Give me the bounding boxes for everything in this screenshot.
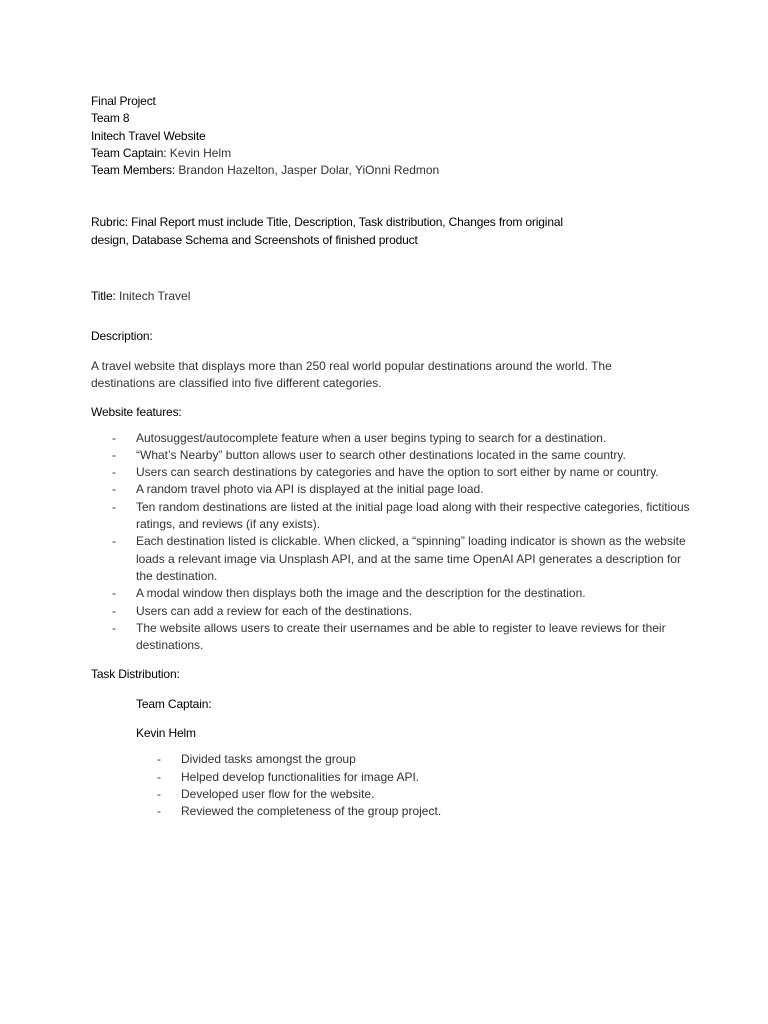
title-value: Initech Travel xyxy=(115,289,191,304)
team-captain-line xyxy=(91,145,691,162)
team-members-value: Brandon Hazelton, Jasper Dolar, YiOnni Redmon xyxy=(175,163,440,178)
title-label: Title: xyxy=(91,289,116,304)
team-members-line xyxy=(91,162,691,179)
features-list xyxy=(91,430,691,655)
list-item: - A random travel photo via API is displayed at the initial page load. xyxy=(91,481,691,498)
list-item: - A modal window then displays both the image and the description for the destination. xyxy=(91,585,691,602)
heading-team: Team 8 xyxy=(91,111,130,126)
team-members-label: Team Members: xyxy=(91,163,176,178)
rubric-line-1: Rubric: Final Report must include Title, Description, Task distribution, Changes from original xyxy=(91,215,563,230)
description-text: A travel website that displays more than 250 real world popular destinations around the world. The destinations are classified into five different categories. xyxy=(91,358,612,390)
heading-final-project: Final Project xyxy=(91,94,156,108)
document-content xyxy=(91,93,691,821)
task-member-name: Kevin Helm xyxy=(136,726,196,741)
heading-project-name: Initech Travel Website xyxy=(91,128,206,143)
title-line xyxy=(91,288,691,305)
team-captain-label: Team Captain: xyxy=(91,145,167,160)
list-item: - Users can search destinations by categories and have the option to sort either by name or country. xyxy=(91,464,691,481)
list-item: - Ten random destinations are listed at the initial page load along with their respective categories, fictitious ratings, and reviews (if any exists). xyxy=(91,499,691,534)
task-distribution-heading: Task Distribution: xyxy=(91,667,180,682)
task-role-heading: Team Captain: xyxy=(136,696,212,711)
list-item: - Each destination listed is clickable. When clicked, a “spinning” loading indicator is shown as the website loads a relevant image via Unsplash API, and at the same time OpenAI API generates a description for the destination. xyxy=(91,533,691,585)
description-heading: Description: xyxy=(91,329,153,344)
features-heading: Website features: xyxy=(91,405,182,420)
list-item: - “What’s Nearby” button allows user to search other destinations located in the same country. xyxy=(91,447,691,464)
list-item: - Developed user flow for the website. xyxy=(136,786,691,803)
task-list xyxy=(91,751,691,820)
list-item: - Autosuggest/autocomplete feature when a user begins typing to search for a destination. xyxy=(91,430,691,447)
list-item: - The website allows users to create their usernames and be able to register to leave reviews for their destinations. xyxy=(91,620,691,655)
list-item: - Reviewed the completeness of the group project. xyxy=(136,803,691,820)
list-item: - Helped develop functionalities for image API. xyxy=(136,769,691,786)
rubric-block xyxy=(91,214,691,249)
rubric-line-2: design, Database Schema and Screenshots of finished product xyxy=(91,232,418,247)
team-captain-value: Kevin Helm xyxy=(166,145,232,160)
list-item: - Divided tasks amongst the group xyxy=(136,751,691,768)
list-item: - Users can add a review for each of the destinations. xyxy=(91,603,691,620)
